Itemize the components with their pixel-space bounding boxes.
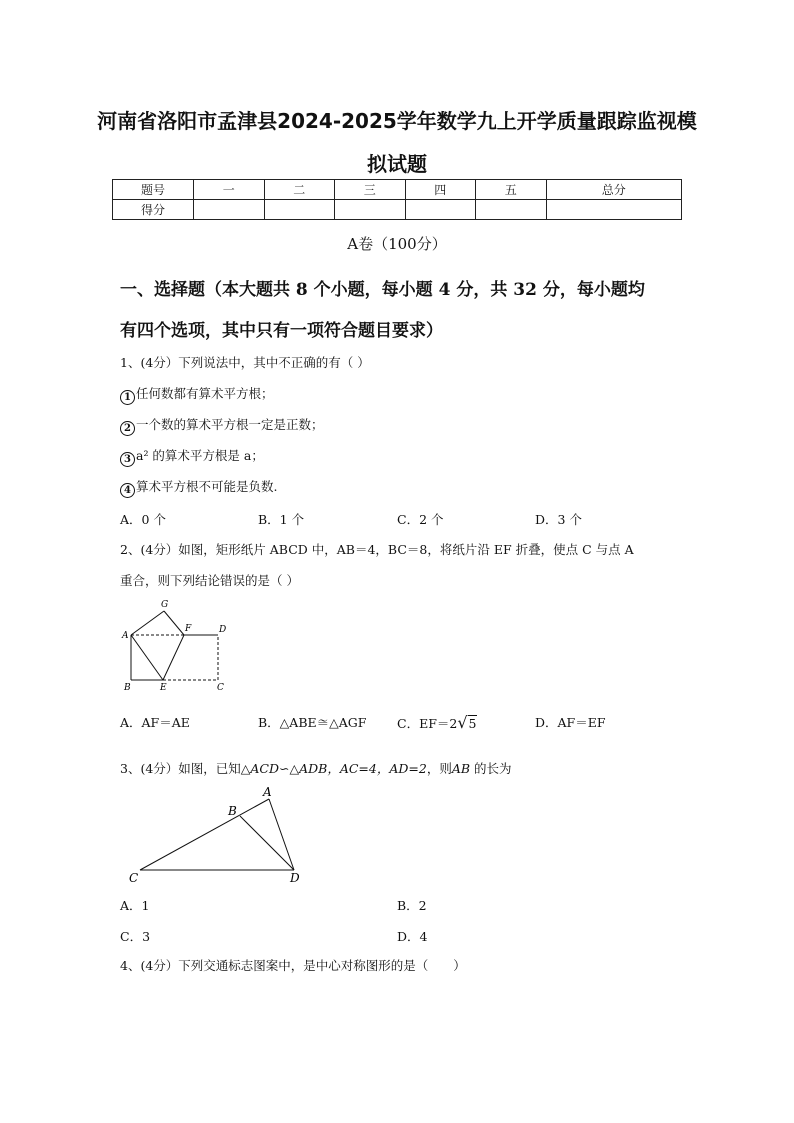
score-cell: 题号: [113, 180, 194, 200]
point-label-a: A: [263, 785, 272, 799]
q3-stem-ab: AB: [451, 761, 471, 776]
point-label-b: B: [124, 683, 131, 693]
question-2-option-c[interactable]: [397, 713, 477, 732]
title-line-2: 拟试题: [367, 152, 427, 176]
question-1-item-2: [120, 416, 680, 436]
question-2-option-a[interactable]: A．AF＝AE: [120, 715, 190, 730]
point-label-d: D: [290, 871, 300, 885]
question-1-item-3: [120, 447, 680, 467]
question-3-option-d[interactable]: D．4: [397, 929, 428, 944]
question-1-stem: 1、(4分）下列说法中，其中不正确的有（ ）: [120, 355, 370, 370]
score-cell: 一: [194, 180, 265, 200]
point-label-e: E: [160, 683, 167, 693]
sqrt-radicand: 5: [468, 716, 477, 731]
title-line-1: 河南省洛阳市孟津县2024-2025学年数学九上开学质量跟踪监视模: [97, 109, 697, 133]
score-cell: 五: [476, 180, 547, 200]
score-input-cell[interactable]: [476, 200, 547, 220]
question-2-stem-line-1: 2、(4分）如图，矩形纸片 ABCD 中，AB＝4，BC＝8，将纸片沿 EF 折叠，使点 C 与点 A: [120, 542, 634, 557]
question-4-stem: 4、(4分）下列交通标志图案中，是中心对称图形的是（ ）: [120, 958, 466, 973]
score-cell: 三: [335, 180, 406, 200]
question-1-option-d[interactable]: D．3 个: [535, 512, 582, 527]
question-3-figure: [122, 782, 312, 887]
question-2-figure: [115, 595, 235, 695]
score-cell: 总分: [546, 180, 682, 200]
circled-number: 4: [120, 483, 135, 498]
score-input-cell[interactable]: [335, 200, 406, 220]
point-label-f: F: [185, 624, 192, 634]
section-1-heading-line-2: 有四个选项，其中只有一项符合题目要求）: [120, 321, 443, 341]
item-text: 一个数的算术平方根一定是正数；: [136, 417, 324, 432]
point-label-a: A: [122, 631, 129, 641]
q3-stem-mid: ，则: [426, 761, 452, 776]
point-label-c: C: [129, 871, 139, 885]
score-table-header-row: [113, 180, 682, 200]
circled-number: 2: [120, 421, 135, 436]
score-input-cell[interactable]: [546, 200, 682, 220]
point-label-c: C: [217, 683, 224, 693]
question-1-option-c[interactable]: C．2 个: [397, 512, 444, 527]
option-c-text: C．EF＝2: [397, 716, 458, 731]
section-1-heading-line-1: 一、选择题（本大题共 8 个小题，每小题 4 分，共 32 分，每小题均: [120, 280, 645, 300]
question-3-option-a[interactable]: A．1: [120, 898, 150, 913]
question-1-option-a[interactable]: A．0 个: [120, 512, 166, 527]
q3-stem-suffix: 的长为: [470, 761, 512, 776]
point-label-b: B: [228, 804, 237, 818]
circled-number: 1: [120, 390, 135, 405]
circled-number: 3: [120, 452, 135, 467]
question-1-option-b[interactable]: B．1 个: [258, 512, 305, 527]
point-label-d: D: [219, 625, 227, 635]
score-table-score-row: [113, 200, 682, 220]
score-input-cell[interactable]: [264, 200, 335, 220]
score-cell: 得分: [113, 200, 194, 220]
question-3-option-b[interactable]: B．2: [397, 898, 427, 913]
question-1-item-4: [120, 478, 680, 498]
question-3-option-c[interactable]: C．3: [120, 929, 151, 944]
sqrt-sign: √: [457, 713, 468, 732]
score-table: [112, 179, 682, 220]
score-input-cell[interactable]: [194, 200, 265, 220]
question-2-stem-line-2: 重合，则下列结论错误的是（ ）: [120, 573, 299, 588]
item-text: 任何数都有算术平方根；: [136, 386, 274, 401]
item-text: a² 的算术平方根是 a；: [136, 448, 264, 463]
question-1-item-1: [120, 385, 680, 405]
volume-a-heading: A卷（100分）: [347, 235, 447, 253]
item-text: 算术平方根不可能是负数.: [136, 479, 278, 494]
question-2-option-d[interactable]: D．AF＝EF: [535, 715, 606, 730]
score-input-cell[interactable]: [405, 200, 476, 220]
score-cell: 二: [264, 180, 335, 200]
q3-stem-prefix: 3、(4分）如图，已知: [120, 761, 241, 776]
question-3-stem: [120, 760, 680, 778]
point-label-g: G: [161, 600, 169, 610]
question-2-option-b[interactable]: B．△ABE≅△AGF: [258, 715, 367, 730]
score-cell: 四: [405, 180, 476, 200]
q3-stem-math: △ACD∽△ADB，AC=4，AD=2: [240, 761, 427, 776]
